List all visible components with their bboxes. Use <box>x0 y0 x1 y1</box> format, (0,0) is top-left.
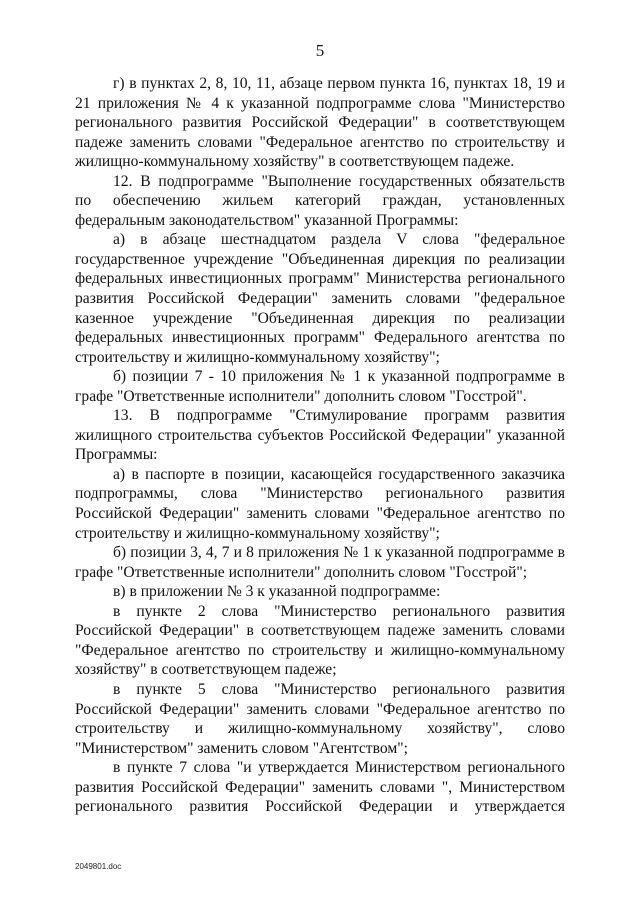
document-body <box>75 74 565 817</box>
paragraph-5: 13. В подпрограмме "Стимулирование программ развития жилищного строительства субъектов Российской Федерации" указанной Программы: <box>75 407 565 464</box>
paragraph-4: б) позиции 7 - 10 приложения № 1 к указанной подпрограмме в графе "Ответственные исполнители" дополнить словом "Госстрой". <box>75 368 565 405</box>
page-number: 5 <box>315 41 325 60</box>
paragraph-1: г) в пунктах 2, 8, 10, 11, абзаце первом пункта 16, пунктах 18, 19 и 21 приложения № 4 к указанной подпрограмме слова "Министерство регионального развития Российской Федерации" в соответствующем падеже заменить словами "Федеральное агентство по строительству и жилищно-коммунальному хозяйству" в соответствующем падеже. <box>75 75 565 171</box>
paragraph-9: в пункте 2 слова "Министерство регионального развития Российской Федерации" в соответствующем падеже заменить словами "Федеральное агентство по строительству и жилищно-коммунальному хозяйству" в соответствующем падеже; <box>75 602 565 679</box>
paragraph-3: а) в абзаце шестнадцатом раздела V слова "федеральное государственное учреждение "Объединенная дирекция по реализации федеральных инвестиционных программ" Министерства регионального развития Российской Федерации" заменить словами "федеральное казенное учреждение "Объединенная дирекция по реализации федеральных инвестиционных программ" Федерального агентства по строительству и жилищно-коммунальному хозяйству"; <box>75 231 565 366</box>
document-footer-filename: 2049801.doc <box>75 862 122 871</box>
paragraph-10: в пункте 5 слова "Министерство регионального развития Российской Федерации" заменить словами "Федеральное агентство по строительству и жилищно-коммунальному хозяйству", слово "Министерством" заменить словом "Агентством"; <box>75 680 565 757</box>
paragraph-7: б) позиции 3, 4, 7 и 8 приложения № 1 к указанной подпрограмме в графе "Ответственные исполнители" дополнить словом "Госстрой"; <box>75 544 565 581</box>
paragraph-6: а) в паспорте в позиции, касающейся государственного заказчика подпрограммы, слова "Министерство регионального развития Российской Федерации" заменить словами "Федеральное агентство по строительству и жилищно-коммунальному хозяйству"; <box>75 465 565 542</box>
paragraph-11: в пункте 7 слова "и утверждается Министерством регионального развития Российской Федерации" заменить словами ", Министерством регионального развития Российской Федерации и утверждается <box>75 759 565 816</box>
paragraph-2: 12. В подпрограмме "Выполнение государственных обязательств по обеспечению жильем категорий граждан, установленных федеральным законодательством" указанной Программы: <box>75 172 565 229</box>
paragraph-8: в) в приложении № 3 к указанной подпрограмме: <box>113 583 441 601</box>
